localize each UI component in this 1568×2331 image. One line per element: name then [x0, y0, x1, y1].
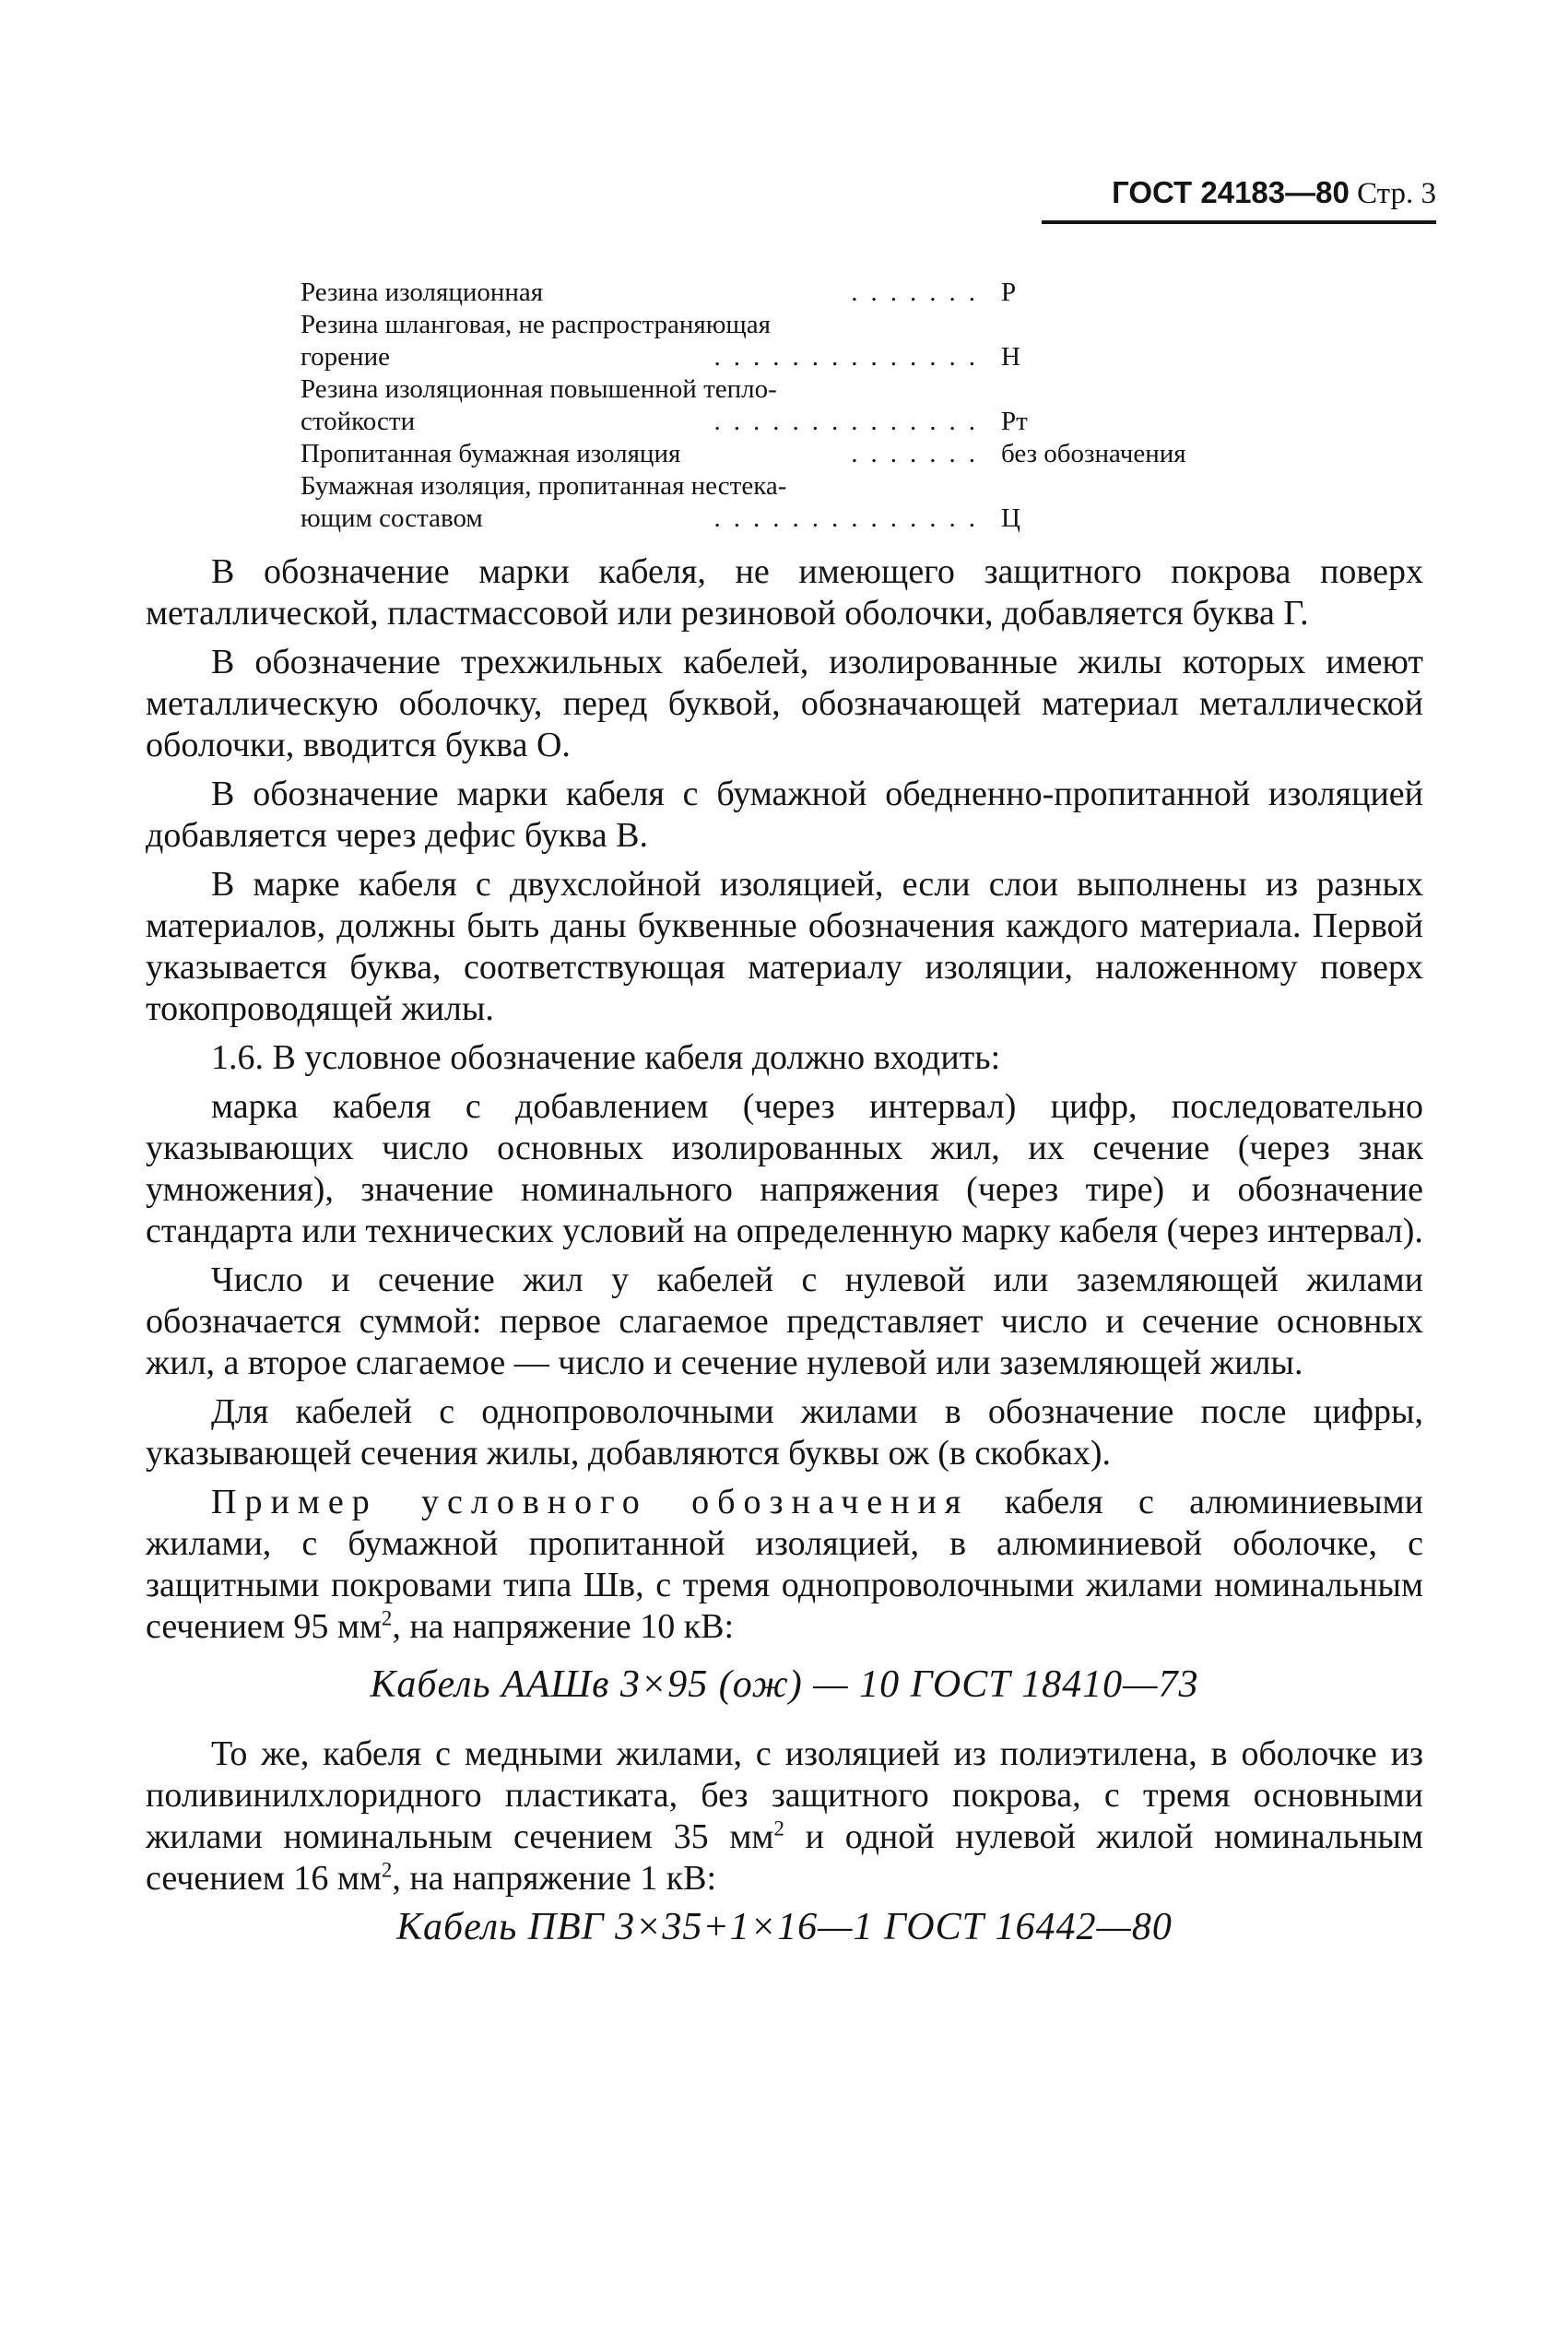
legend-item-name-cont: ющим составом — [301, 503, 483, 533]
legend-item-name: Бумажная изоляция, пропитанная нестека- — [301, 471, 787, 501]
legend-row — [301, 373, 1315, 438]
legend-item-code: Ц — [1001, 503, 1020, 533]
legend-row — [301, 470, 1315, 535]
legend-row — [301, 438, 1315, 470]
legend-item-code: Рт — [1001, 407, 1028, 436]
leader-dots: ....... — [851, 439, 988, 468]
header-rule — [1042, 220, 1436, 224]
legend-item-name: Резина изоляционная — [301, 278, 544, 307]
example-text-mid: и одной нулевой жилой номинальным сечением 16 мм — [146, 1817, 1423, 1898]
example-paragraph — [146, 1482, 1423, 1648]
legend-item-name-cont: горение — [301, 342, 390, 372]
paragraph: В обозначение трехжильных кабелей, изолированные жилы которых имеют металлическую оболочку, перед буквой, обозначающей материал металлической оболочки, вводится буква О. — [146, 643, 1423, 764]
paragraph: В марке кабеля с двухслойной изоляцией, если слои выполнены из разных материалов, должны быть даны буквенные обозначения каждого материала. Первой указывается буква, соответствующая материалу изоляции, наложенному поверх токопроводящей жилы. — [146, 865, 1423, 1028]
legend-item-name: Пропитанная бумажная изоляция — [301, 439, 681, 468]
example-text-end: , на напряжение 10 кВ: — [392, 1607, 735, 1646]
legend-row — [301, 309, 1315, 373]
paragraph: Число и сечение жил у кабелей с нулевой или заземляющей жилами обозначается суммой: первое слагаемое представляет число и сечение основных жил, а второе слагаемое — число и сечение нулевой или заземляющей жилы. — [146, 1260, 1423, 1382]
example-text: То же, кабеля с медными жилами, с изоляцией из полиэтилена, в оболочке из поливинилхлоридного пластиката, без защитного покрова, с тремя основными жилами номинальным сечением 35 мм — [146, 1734, 1423, 1856]
paragraph: Для кабелей с однопроволочными жилами в обозначение после цифры, указывающей сечения жилы, добавляются буквы ож (в скобках). — [146, 1392, 1423, 1473]
paragraph: В обозначение марки кабеля с бумажной обедненно-пропитанной изоляцией добавляется через дефис буква В. — [146, 775, 1423, 855]
legend-item-name: Резина шланговая, не распространяющая — [301, 310, 771, 339]
designation-example: Кабель ААШв 3×95 (ож) — 10 ГОСТ 18410—73 — [370, 1663, 1199, 1706]
example-label: Пример условного обозначения — [211, 1483, 970, 1521]
legend-row — [301, 277, 1315, 309]
clause-heading: 1.6. В условное обозначение кабеля должно входить: — [211, 1038, 1001, 1077]
insulation-legend — [301, 277, 1315, 535]
legend-item-code: без обозначения — [1001, 439, 1186, 468]
example-text: кабеля с алюминиевыми жилами, с бумажной пропитанной изоляцией, в алюминиевой оболочке, с защитными покровами типа Шв, с тремя однопроволочными жилами номинальным сечением 95 мм — [146, 1483, 1424, 1646]
paragraph: марка кабеля с добавлением (через интервал) цифр, последовательно указывающих число основных изолированных жил, их сечение (через знак умножения), значение номинального напряжения (через тире) и обозначение стандарта или технических условий на определенную марку кабеля (через интервал). — [146, 1087, 1423, 1250]
page-number: Стр. 3 — [1357, 177, 1436, 210]
leader-dots: ....... — [851, 278, 988, 307]
superscript: 2 — [773, 1816, 784, 1840]
legend-item-code: Н — [1001, 342, 1020, 372]
superscript: 2 — [381, 1606, 393, 1630]
leader-dots: .............. — [713, 503, 988, 533]
page-header — [1042, 175, 1436, 224]
legend-item-code: Р — [1001, 278, 1017, 307]
superscript: 2 — [381, 1858, 393, 1882]
running-head — [1042, 175, 1436, 211]
leader-dots: .............. — [713, 342, 988, 372]
standard-number: ГОСТ 24183—80 — [1112, 175, 1350, 209]
leader-dots: .............. — [713, 407, 988, 436]
legend-item-name-cont: стойкости — [301, 407, 416, 436]
legend-item-name: Резина изоляционная повышенной тепло- — [301, 374, 777, 404]
body-text — [146, 551, 1423, 1976]
example-text-end: , на напряжение 1 кВ: — [392, 1859, 717, 1898]
paragraph: В обозначение марки кабеля, не имеющего защитного покрова поверх металлической, пластмассовой или резиновой оболочки, добавляется буква Г. — [146, 552, 1423, 633]
designation-example: Кабель ПВГ 3×35+1×16—1 ГОСТ 16442—80 — [396, 1906, 1173, 1948]
example-paragraph — [146, 1733, 1423, 1899]
